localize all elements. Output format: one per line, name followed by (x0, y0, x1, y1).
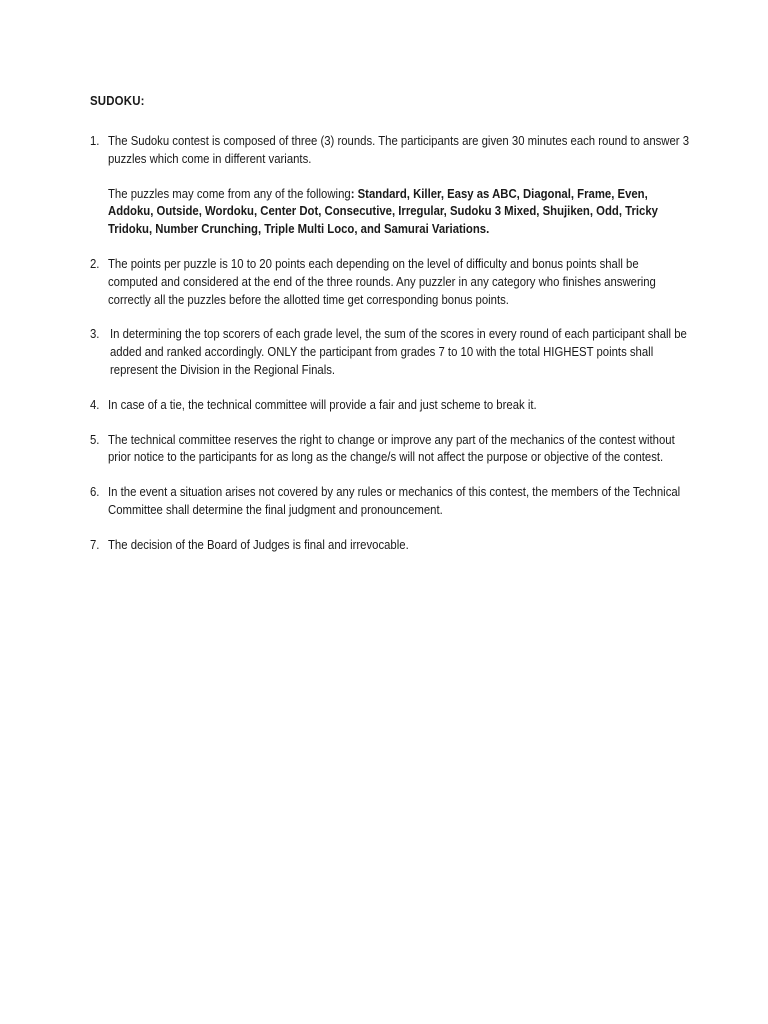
list-item-6 (90, 483, 680, 519)
list-item-4 (90, 396, 680, 414)
item-number: 6. (90, 484, 100, 500)
item-number: 1. (90, 133, 100, 148)
list-item-7 (90, 536, 680, 554)
list-item-1 (90, 132, 690, 168)
item-number: 7. (90, 536, 100, 552)
item-text: The Sudoku contest is composed of three (3) rounds. The participants are given 30 minutes each round to answer 3 puzzles which come in different variants. (108, 133, 690, 166)
item-text: In determining the top scorers of each grade level, the sum of the scores in every round of each participant shall be added and ranked accordingly. ONLY the participant from grades 7 to 10 with the total HIGHEST points shall represent the Division in the Regional Finals. (110, 326, 687, 377)
list-item-2 (90, 255, 680, 308)
item-text: The technical committee reserves the right to change or improve any part of the mechanics of the contest without prior notice to the participants for as long as the change/s will not affect the purpose or objective of the contest. (108, 431, 675, 465)
item-text: In case of a tie, the technical committee will provide a fair and just scheme to break it. (108, 396, 537, 412)
variants-intro: The puzzles may come from any of the following (108, 185, 351, 201)
list-item-5 (90, 431, 680, 467)
document-page (90, 93, 690, 571)
list-item-3 (90, 325, 687, 378)
item-number: 2. (90, 255, 100, 271)
variants-list: : Standard, Killer, Easy as ABC, Diagonal, Frame, Even, Addoku, Outside, Wordoku, Center Dot, Consecutive, Irregular, Sudoku 3 Mixed, Shujiken, Odd, Tricky Tridoku, Number Crunching, Triple Multi Loco, and Samurai Variations. (108, 185, 658, 237)
item-number: 5. (90, 431, 100, 447)
item-number: 3. (90, 326, 100, 342)
puzzle-variants-paragraph (108, 185, 689, 238)
item-text: In the event a situation arises not covered by any rules or mechanics of this contest, the members of the Technical Committee shall determine the final judgment and pronouncement. (108, 484, 681, 517)
item-text: The points per puzzle is 10 to 20 points each depending on the level of difficulty and bonus points shall be computed and considered at the end of the three rounds. Any puzzler in any category who finishes answering correctly all the puzzles before the allotted time get corresponding bonus points. (108, 255, 656, 307)
section-heading: SUDOKU: (90, 93, 145, 108)
item-number: 4. (90, 396, 100, 412)
item-text: The decision of the Board of Judges is final and irrevocable. (108, 536, 409, 552)
